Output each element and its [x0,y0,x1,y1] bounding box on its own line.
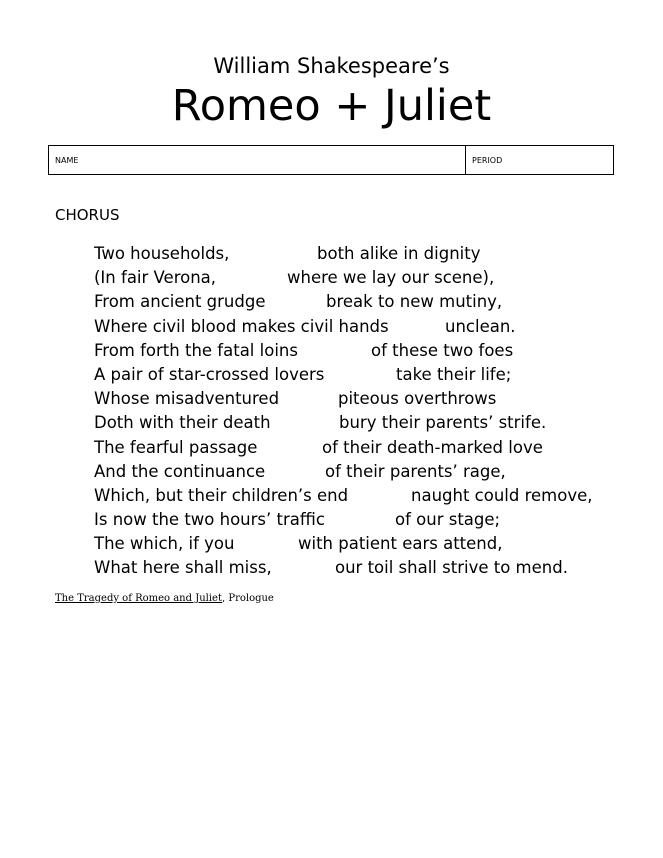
citation [55,593,274,604]
poem-line-second-half: break to new mutiny, [326,292,503,312]
poem-line-first-half: Where civil blood makes civil hands [94,316,389,336]
poem-line-second-half: of their death-marked love [322,437,543,457]
poem-line-first-half: Is now the two hours’ traffic [94,510,325,530]
poem-line-first-half: The fearful passage [94,437,258,457]
name-label: NAME [55,156,79,165]
poem-line-second-half: with patient ears attend, [298,534,503,554]
speaker-label: CHORUS [55,206,120,224]
citation-section: , Prologue [221,593,274,604]
poem-line-second-half: unclean. [445,316,516,336]
citation-work-title: The Tragedy of Romeo and Juliet [55,593,222,604]
period-field[interactable] [466,146,613,174]
poem-line-second-half: both alike in dignity [317,244,481,263]
author-subtitle: William Shakespeare’s [213,54,450,78]
poem-line-second-half: our toil shall strive to mend. [335,558,568,578]
poem-line-second-half: take their life; [396,364,512,384]
poem-line-second-half: naught could remove, [411,485,593,505]
poem-line-first-half: What here shall miss, [94,558,272,578]
page-title: Romeo + Juliet [171,81,492,131]
poem-line-second-half: of these two foes [371,340,514,360]
poem-line-first-half: Which, but their children’s end [94,485,349,505]
poem-line-second-half: where we lay our scene), [287,268,495,288]
name-field[interactable] [49,146,466,174]
poem-line-first-half: The which, if you [94,534,235,554]
poem-line-first-half: And the continuance [94,461,266,481]
poem-line-first-half: A pair of star-crossed lovers [94,364,325,384]
poem-line-second-half: of their parents’ rage, [325,461,506,481]
poem-line-second-half: of our stage; [395,510,501,530]
name-period-box [48,145,614,175]
poem-line-first-half: From ancient grudge [94,292,266,312]
poem-line-first-half: (In fair Verona, [94,268,217,288]
poem-line-second-half: bury their parents’ strife. [339,413,547,433]
poem-line-first-half: Doth with their death [94,413,271,433]
poem-line-second-half: piteous overthrows [338,389,497,409]
poem-line-first-half: Two households, [94,244,230,263]
period-label: PERIOD [472,156,503,165]
poem-line-first-half: From forth the fatal loins [94,340,298,360]
poem-line-first-half: Whose misadventured [94,389,280,409]
